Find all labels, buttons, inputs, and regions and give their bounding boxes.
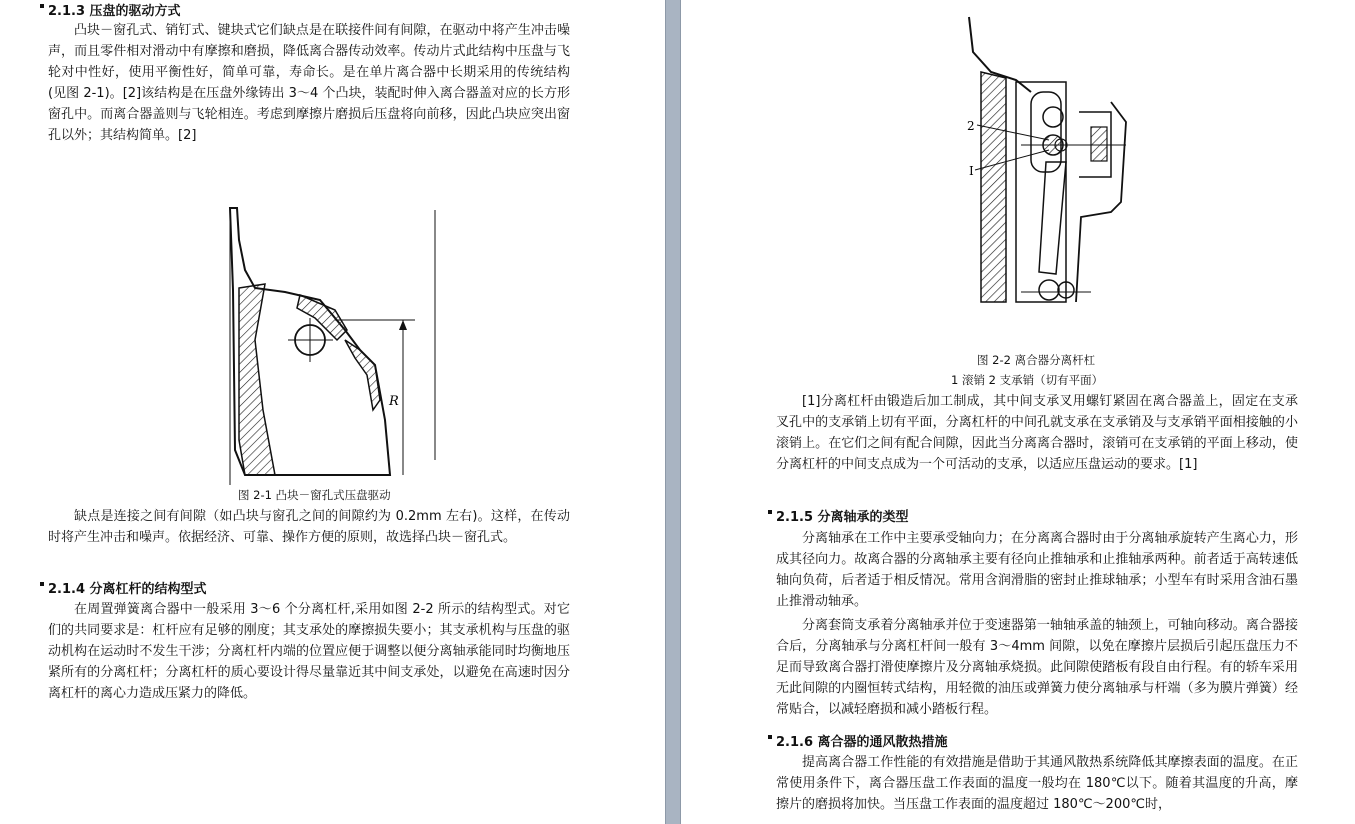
paragraph-drive-types: 凸块－窗孔式、销钉式、键块式它们缺点是在联接件间有间隙，在驱动中将产生冲击噪声，而且零件相对滑动中有摩擦和磨损，降低离合器传动效率。传动片式此结构中压盘与飞轮对中性好，使用平衡性好，简单可靠，寿命长。是在单片离合器中长期采用的传统结构(见图 2-1)。[2]该结构是在压盘外缘铸出 3～4 个凸块，装配时伸入离合器盖对应的长方形窗孔中。而离合器盖则与飞轮相连。考虑到摩擦片磨损后压盘将向前移，因此凸块应突出窗孔以外；其结构简单。[2] bbox=[48, 23, 570, 143]
figure-2-2-caption: 图 2-2 离合器分离杆杠 bbox=[977, 353, 1096, 367]
figure-2-2-drawing bbox=[961, 12, 1141, 352]
figure-2-1-caption: 图 2-1 凸块－窗孔式压盘驱动 bbox=[238, 488, 391, 502]
figure-2-2-label-2: 2 bbox=[967, 119, 975, 133]
paragraph-drawbacks: 缺点是连接之间有间隙（如凸块与窗孔之间的间隙约为 0.2mm 左右)。这样，在传动时将产生冲击和噪声。依据经济、可靠、操作方便的原则，故选择凸块－窗孔式。 bbox=[48, 509, 570, 545]
paragraph-lever-construction: [1]分离杠杆由锻造后加工制成，其中间支承叉用螺钉紧固在离合器盖上，固定在支承叉孔中的支承销上切有平面，分离杠杆的中间孔就支承在支承销及与支承销平面相接触的小滚销上。在它们之间有配合间隙，因此当分离离合器时，滚销可在支承销的平面上移动，使分离杠杆的中间支点成为一个可活动的支承，以适应压盘运动的要求。[1] bbox=[776, 394, 1298, 472]
figure-2-2-subcaption: 1 滚销 2 支承销（切有平面） bbox=[951, 373, 1104, 387]
paragraph-release-lever-types: 在周置弹簧离合器中一般采用 3～6 个分离杠杆,采用如图 2-2 所示的结构型式。对它们的共同要求是：杠杆应有足够的刚度；其支承处的摩擦损失要小；其支承机构与压盘的驱动机构在运动时不发生干涉；分离杠杆内端的位置应便于调整以便分离轴承能同时均衡地压紧所有的分离杠杆；分离杠杆的质心要设计得尽量靠近其中间支承处，以避免在高速时因分离杠杆的离心力造成压紧力的降低。 bbox=[48, 602, 570, 701]
right-page bbox=[681, 0, 1355, 824]
section-heading-2-1-3: 2.1.3 压盘的驱动方式 bbox=[48, 4, 181, 19]
section-heading-2-1-5: 2.1.5 分离轴承的类型 bbox=[776, 510, 909, 525]
section-heading-2-1-4: 2.1.4 分离杠杆的结构型式 bbox=[48, 582, 207, 597]
page-gutter bbox=[665, 0, 681, 824]
paragraph-ventilation: 提高离合器工作性能的有效措施是借助于其通风散热系统降低其摩擦表面的温度。在正常使用条件下，离合器压盘工作表面的温度一般均在 180℃以下。随着其温度的升高，摩擦片的磨损将加快。当压盘工作表面的温度超过 180℃～200℃时， bbox=[776, 755, 1298, 812]
figure-2-2-label-1: I bbox=[969, 164, 974, 178]
figure-2-1-r-label: R bbox=[389, 394, 399, 409]
figure-2-1-drawing bbox=[225, 200, 440, 490]
paragraph-bearing-load: 分离轴承在工作中主要承受轴向力；在分离离合器时由于分离轴承旋转产生离心力，形成其径向力。故离合器的分离轴承主要有径向止推轴承和止推轴承两种。前者适于高转速低轴向负荷，后者适于相反情况。常用含润滑脂的密封止推球轴承；小型车有时采用含油石墨止推滑动轴承。 bbox=[776, 531, 1298, 609]
section-heading-2-1-6: 2.1.6 离合器的通风散热措施 bbox=[776, 735, 948, 750]
paragraph-bearing-sleeve: 分离套筒支承着分离轴承并位于变速器第一轴轴承盖的轴颈上，可轴向移动。离合器接合后，分离轴承与分离杠杆间一般有 3～4mm 间隙，以免在摩擦片层损后引起压盘压力不足而导致离合器打滑使摩擦片及分离轴承烧损。此间隙使踏板有段自由行程。有的轿车采用无此间隙的内圈恒转式结构，用轻微的油压或弹簧力使分离轴承与杆端（多为膜片弹簧）经常贴合，以减轻磨损和减小踏板行程。 bbox=[776, 618, 1298, 717]
left-page bbox=[0, 0, 665, 824]
